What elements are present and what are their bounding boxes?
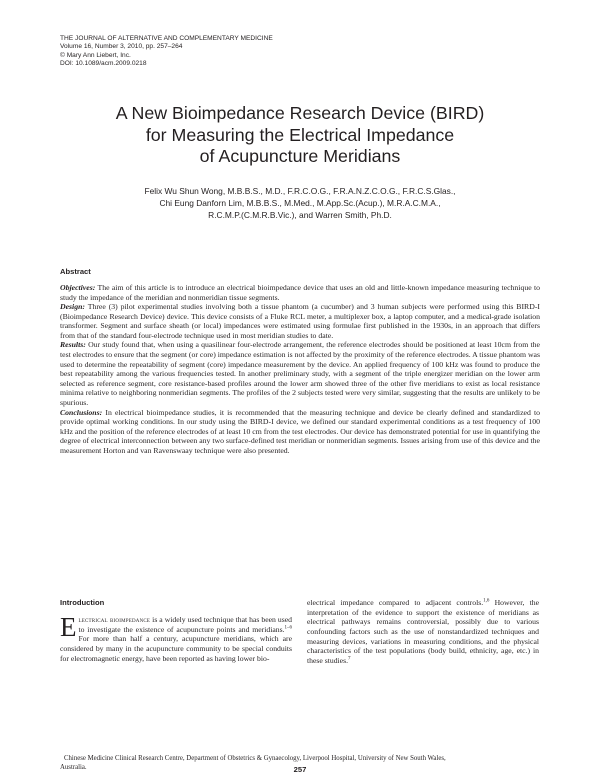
introduction-heading: Introduction <box>60 598 105 607</box>
intro-right-column <box>307 598 539 665</box>
footnote-line-2: Australia. <box>60 763 87 771</box>
abstract-results <box>60 340 540 407</box>
conclusions-text: In electrical bioimpedance studies, it is recommended that the measuring technique and device be clearly defined and standardized to provide optimal working conditions. In our study using the BIRD-I device, we defined our standard experimental conditions as a test frequency of 100 kHz and the position of the reference electrodes of at least 10 cm from the test electrodes. Our device has demonstrated potential for use in quantifying the degree of electrical interconnection between any two surface-defined test meridian or nonmeridian segments. Issues arising from use of this device and the measurement Horton and van Ravenswaay technique were also presented. <box>60 407 540 455</box>
authors-line-1: Felix Wu Shun Wong, M.B.B.S., M.D., F.R.C.O.G., F.R.A.N.Z.C.O.G., F.R.C.S.Glas., <box>144 186 456 196</box>
intro-smallcaps: lectrical bioimpedance <box>78 615 151 624</box>
abstract-heading: Abstract <box>60 267 91 276</box>
design-text: Three (3) pilot experimental studies involving both a tissue phantom (a cucumber) and 3 human subjects were performed using this BIRD-I (Bioimpedance Research Device) device. This device consists of a Fluke RCL meter, a multiplexer box, a laptop computer, and a medical-grade isolation transformer. Segment and surface sheath (or local) impedances were estimated using formulae first published in the 1930s, in an approach that differs from that of the standard four-electrode technique used in most meridian studies to date. <box>60 302 540 340</box>
author-list <box>85 186 515 221</box>
design-label: Design: <box>60 302 85 312</box>
title-line-1: A New Bioimpedance Research Device (BIRD) <box>115 103 485 123</box>
abstract-design <box>60 302 540 340</box>
intro-paragraph-1 <box>60 612 292 663</box>
objectives-label: Objectives: <box>60 283 96 292</box>
abstract-conclusions <box>60 408 540 456</box>
journal-header <box>60 35 360 69</box>
intro-paragraph-1-cont <box>307 598 539 665</box>
journal-issue: Volume 16, Number 3, 2010, pp. 257–264 <box>60 43 183 51</box>
intro-left-text-2: For more than half a century, acupuncture meridians, which are considered by many in the acupuncture community to be special conduits for electromagnetic energy, have been reported as having lower bio- <box>60 634 292 663</box>
authors-line-3: R.C.M.P.(C.M.R.B.Vic.), and Warren Smith, Ph.D. <box>208 209 392 220</box>
article-title <box>40 103 560 168</box>
abstract-body <box>60 283 540 455</box>
results-label: Results: <box>60 340 86 350</box>
authors-line-2: Chi Eung Danforn Lim, M.B.B.S., M.Med., M.App.Sc.(Acup.), M.R.A.C.M.A., <box>159 197 441 208</box>
title-line-3: of Acupuncture Meridians <box>199 146 401 166</box>
citation-1-6: 1–6 <box>284 625 292 631</box>
intro-left-column <box>60 612 292 663</box>
conclusions-label: Conclusions: <box>60 407 103 417</box>
intro-left-text: is a widely used technique that has been used to investigate the existence of acupuncture points and meridians. <box>78 615 292 634</box>
journal-doi: DOI: 10.1089/acm.2009.0218 <box>60 60 147 68</box>
title-line-2: for Measuring the Electrical Impedance <box>145 124 455 145</box>
citation-7: 7 <box>348 656 351 662</box>
citation-1-6b: 1,6 <box>483 598 490 604</box>
footnote-line-1: Chinese Medicine Clinical Research Centre, Department of Obstetrics & Gynaecology, Liverpool Hospital, University of New South Wales, <box>64 755 446 762</box>
abstract-objectives <box>60 283 540 302</box>
objectives-text: The aim of this article is to introduce an electrical bioimpedance device that uses an old and little-known impedance measuring technique to study the impedance of the meridian and nonmeridian tissue segments. <box>60 283 540 302</box>
page-number: 257 <box>293 765 307 774</box>
drop-cap: E <box>60 612 77 642</box>
results-text: Our study found that, when using a quasilinear four-electrode arrangement, the reference electrodes should be positioned at least 10cm from the test electrodes to ensure that the segment (or core) impedance estimation is not affected by the proximity of the reference electrodes. A tissue phantom was used to determine the repeatability of segment (core) impedance measurement by the device. An applied frequency of 100 kHz was found to produce the best repeatability among the various frequencies tested. In another preliminary study, with a segment of the triple energizer meridian on the lower arm selected as reference segment, core resistance-based profiles around the lower arm showed three of the other five meridians to exist as local resistance minima relative to neighboring nonmeridian segments. The profiles of the 2 subjects tested were very similar, suggesting that the results are unlikely to be spurious. <box>60 340 540 407</box>
journal-copyright: © Mary Ann Liebert, Inc. <box>60 51 131 59</box>
intro-right-text-2: However, the interpretation of the evidence to support the existence of meridians as electrical pathways remains controversial, possibly due to various confounding factors such as the use of nonstandardized techniques and measuring devices, variations in measuring conditions, and the physical characteristics of the test populations (body build, ethnicity, age, etc.) in these studies. <box>307 598 539 665</box>
intro-right-text: electrical impedance compared to adjacent controls. <box>307 598 484 607</box>
journal-name: THE JOURNAL OF ALTERNATIVE AND COMPLEMENTARY MEDICINE <box>60 35 273 42</box>
